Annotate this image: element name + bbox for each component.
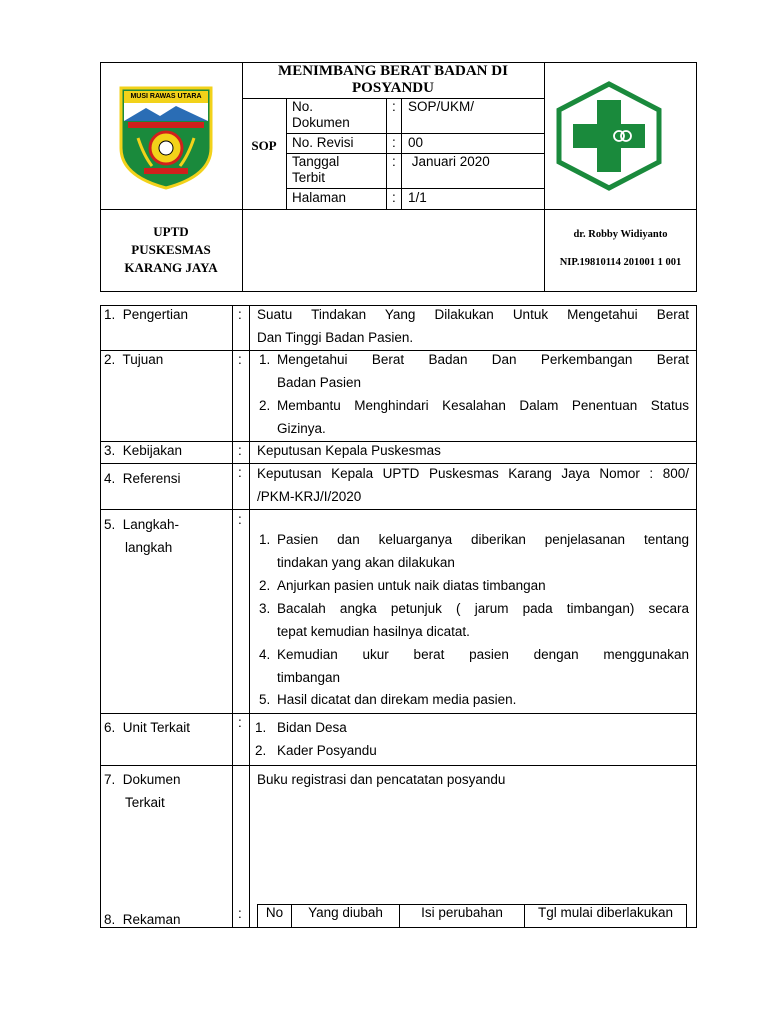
referensi-line-2: /PKM-KRJ/I/2020 [257,489,362,504]
unit-1: Bidan Desa [277,720,347,735]
label-dokumen-terkait-2: Terkait [125,795,165,810]
pengertian-line-2: Dan Tinggi Badan Pasien. [257,330,414,345]
langkah-3-line-1: Bacalah angka petunjuk ( jarum pada timbangan) secara [277,601,689,616]
label-dokumen-terkait: 7. Dokumen [104,772,181,787]
title-line-1: MENIMBANG BERAT BADAN DI [278,63,508,79]
label-tujuan: 2. Tujuan [104,352,164,367]
label-unit-terkait: 6. Unit Terkait [104,720,191,735]
dokumen-terkait-text: Buku registrasi dan pencatatan posyandu [257,772,506,787]
sep: : [238,512,242,527]
page-title [242,62,544,97]
tujuan-2-line-1: Membantu Menghindari Kesalahan Dalam Penentuan Status [277,398,689,413]
label-pengertian: 1. Pengertian [104,307,189,322]
sep: : [238,906,242,921]
kebijakan-text: Keputusan Kepala Puskesmas [257,443,441,458]
langkah-3-line-2: tepat kemudian hasilnya dicatat. [277,624,470,639]
signer-name: dr. Robby Widiyanto [573,229,668,240]
langkah-5-line-1: Hasil dicatat dan direkam media pasien. [277,692,517,707]
rekaman-col-no: No [265,905,284,920]
langkah-4-line-1: Kemudian ukur berat pasien dengan menggunakan [277,647,689,662]
meta-sep: : [392,135,396,150]
tujuan-1-line-2: Badan Pasien [277,375,362,390]
list-number: 2. [259,398,271,413]
label-referensi: 4. Referensi [104,471,181,486]
rekaman-col-yang-diubah: Yang diubah [308,905,383,920]
signer-nip: NIP.19810114 201001 1 001 [559,257,682,268]
title-line-2: POSYANDU [352,80,434,96]
regency-logo [118,86,214,190]
langkah-1-line-2: tindakan yang akan dilakukan [277,555,455,570]
sep: : [238,443,242,458]
langkah-1-line-1: Pasien dan keluarganya diberikan penjelasanan tentang [277,532,689,547]
list-number: 3. [259,601,271,616]
meta-label-halaman: Halaman [292,190,347,205]
list-number: 5. [259,692,271,707]
label-kebijakan: 3. Kebijakan [104,443,183,458]
sep: : [238,307,242,322]
list-number: 1. [255,720,267,735]
label-rekaman: 8. Rekaman [104,912,181,927]
pengertian-line-1: Suatu Tindakan Yang Dilakukan Untuk Mengetahui Berat [257,307,689,322]
referensi-line-1: Keputusan Kepala UPTD Puskesmas Karang Jaya Nomor : 800/ [257,466,689,481]
meta-sep: : [392,190,396,205]
meta-sep: : [392,154,396,169]
meta-label-revisi: No. Revisi [292,135,354,150]
meta-value-tanggal: Januari 2020 [408,154,490,169]
rekaman-col-tgl: Tgl mulai diberlakukan [537,905,674,920]
list-number: 1. [259,532,271,547]
puskesmas-logo [555,80,663,197]
meta-value-revisi: 00 [408,135,424,150]
tujuan-1-line-1: Mengetahui Berat Badan Dan Perkembangan Berat [277,352,689,367]
label-langkah-2: langkah [125,540,173,555]
meta-sep: : [392,99,396,114]
langkah-4-line-2: timbangan [277,670,341,685]
meta-value-dokumen: SOP/UKM/ [408,99,475,114]
sep: : [238,715,242,730]
tujuan-2-line-2: Gizinya. [277,421,326,436]
list-number: 2. [259,578,271,593]
meta-label-dokumen: No. Dokumen [292,99,350,130]
langkah-2-line-1: Anjurkan pasien untuk naik diatas timbangan [277,578,546,593]
unit-2: Kader Posyandu [277,743,377,758]
sep: : [238,352,242,367]
sep: : [238,465,242,480]
logo-lettering: MUSI RAWAS UTARA [130,93,202,100]
organization-name: UPTD PUSKESMAS KARANG JAYA [124,224,218,275]
label-langkah: 5. Langkah- [104,517,180,532]
meta-value-halaman: 1/1 [408,190,427,205]
rekaman-col-isi-perubahan: Isi perubahan [421,905,503,920]
list-number: 4. [259,647,271,662]
list-number: 1. [259,352,271,367]
list-number: 2. [255,743,267,758]
meta-label-tanggal: Tanggal Terbit [292,154,340,185]
sop-label: SOP [251,138,277,153]
